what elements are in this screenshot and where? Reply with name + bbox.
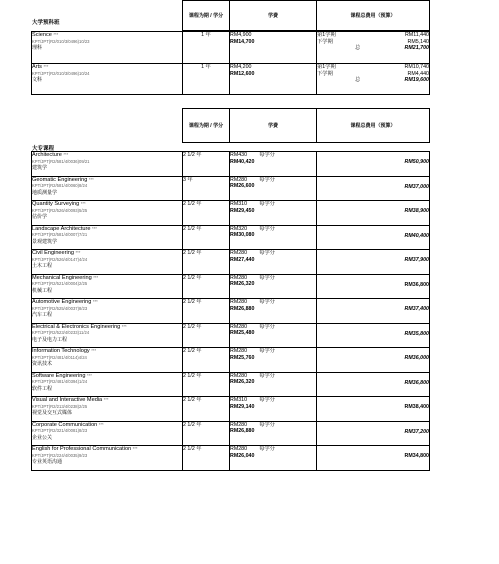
program-name: Software Engineering (32, 372, 86, 379)
duration-cell: 2 1/2 年 (183, 446, 230, 471)
fee-cell (230, 176, 317, 201)
total-row (317, 45, 429, 52)
program-name-chinese: 资讯技术 (32, 361, 53, 367)
program-code: KPT/JPT(R2/010/3/0496)10/23 (32, 38, 90, 44)
header-fee: 学费 (230, 109, 317, 143)
header-duration: 课程为期 / 学分 (183, 1, 230, 31)
program-name-chinese: 专业英语沟通 (32, 459, 63, 465)
fee-total: RM25,760 (230, 354, 255, 361)
program-cell (32, 348, 183, 373)
fee-per-credit: RM280 (230, 176, 248, 183)
table-row (32, 421, 430, 446)
program-name: Quantity Surveying (32, 201, 80, 207)
total-cell (317, 372, 430, 397)
total-cell (317, 64, 430, 95)
table-row (32, 250, 430, 275)
program-name-chinese: 企业公关 (32, 434, 53, 441)
per-credit-label: 每学分 (259, 201, 275, 207)
fee-total: RM26,880 (230, 305, 255, 312)
accreditation-stars: *** (98, 421, 104, 427)
semester-1-amount: RM11,440 (404, 32, 429, 38)
fee-total: RM29,140 (230, 403, 255, 410)
total-amount: RM38,900 (404, 208, 429, 214)
fee-total: RM14,700 (230, 38, 255, 45)
total-label: 总 (355, 77, 361, 83)
program-name-chinese: 电子及电力工程 (32, 336, 68, 343)
table-row (32, 32, 430, 64)
fee-per-credit: RM280 (230, 274, 248, 281)
fee-per-credit: RM280 (230, 421, 248, 428)
fee-cell (230, 64, 317, 95)
program-cell (32, 250, 183, 275)
total-cell (317, 250, 430, 275)
program-code: KPT/JPT(R2/224/4/0035)9/23 (32, 452, 88, 458)
per-credit-label: 每学分 (259, 323, 275, 330)
program-code: KPT/JPT(R2/526/4/0147)4/24 (32, 256, 88, 262)
accreditation-stars: *** (88, 176, 94, 182)
per-credit-label: 每学分 (259, 372, 275, 379)
program-name-chinese: 建筑学 (32, 165, 48, 171)
total-amount: RM40,400 (404, 232, 429, 239)
accreditation-stars: *** (43, 64, 49, 69)
per-credit-label: 每学分 (259, 250, 275, 256)
fee-per-semester: RM4,200 (230, 64, 252, 70)
semester-2-label: 下学期 (317, 38, 333, 45)
fee-cell (230, 348, 317, 373)
total-label: 总 (355, 45, 361, 51)
diploma-table (31, 151, 430, 471)
program-name: Mechanical Engineering (32, 274, 92, 281)
program-name: Corporate Communication (32, 421, 98, 428)
fee-cell (230, 397, 317, 422)
program-code: KPT/JPT(R2/581/4/0036)09/21 (32, 158, 90, 164)
duration-cell: 1 年 (183, 32, 230, 64)
per-credit-label: 每学分 (259, 397, 275, 403)
program-name-chinese: 地质测量学 (32, 189, 58, 196)
program-code: KPT/JPT(R2/526/4/0093)5/25 (32, 207, 88, 213)
semester-2-amount: RM4,440 (407, 70, 429, 77)
table-row (32, 397, 430, 422)
semester-2-label: 下学期 (317, 70, 333, 77)
program-name-chinese: 估价学 (32, 214, 48, 220)
program-cell (32, 446, 183, 471)
fee-per-credit: RM310 (230, 397, 248, 403)
program-cell (32, 299, 183, 324)
per-credit-label: 每学分 (259, 152, 275, 158)
program-name: Electrical & Electronics Engineering (32, 323, 121, 330)
duration-cell: 2 1/2 年 (183, 299, 230, 324)
total-cell (317, 446, 430, 471)
program-cell (32, 176, 183, 201)
program-code: KPT/JPT(R2/481/4/0394)1/24 (32, 379, 88, 384)
header-table-2 (182, 108, 430, 143)
fee-cell (230, 250, 317, 275)
table-row (32, 152, 430, 177)
accreditation-stars: *** (92, 299, 98, 304)
duration-cell: 2 1/2 年 (183, 348, 230, 373)
program-name-chinese: 汽车工程 (32, 312, 53, 318)
accreditation-stars: *** (91, 225, 97, 231)
per-credit-label: 每学分 (259, 176, 275, 183)
duration-cell: 2 1/2 年 (183, 397, 230, 422)
fee-cell (230, 152, 317, 177)
program-cell (32, 397, 183, 422)
program-code: KPT/JPT(R2/213/4/0238)2/25 (32, 403, 88, 409)
total-cell (317, 225, 430, 250)
semester-2-amount: RM5,140 (407, 38, 429, 45)
program-name: Automotive Engineering (32, 299, 92, 305)
per-credit-label: 每学分 (259, 225, 275, 232)
fee-per-credit: RM280 (230, 348, 248, 354)
fee-cell (230, 421, 317, 446)
program-cell (32, 64, 183, 95)
program-cell (32, 274, 183, 299)
total-cell (317, 32, 430, 64)
section-title-preu: 大学预科班 (32, 20, 60, 26)
duration-cell: 3 年 (183, 176, 230, 201)
duration-cell: 2 1/2 年 (183, 372, 230, 397)
total-amount: RM36,800 (404, 379, 429, 386)
header-total: 课程总费用（预算） (317, 1, 430, 31)
fee-cell (230, 323, 317, 348)
total-amount: RM35,800 (404, 330, 429, 337)
total-row (317, 77, 429, 84)
program-name-chinese: 机械工程 (32, 287, 53, 294)
accreditation-stars: *** (75, 250, 81, 255)
fee-per-credit: RM280 (230, 372, 248, 379)
fee-per-credit: RM280 (230, 323, 248, 330)
accreditation-stars: *** (93, 274, 99, 280)
program-code: KPT/JPT(R2/525/4/0037)8/23 (32, 305, 88, 311)
semester-1-label: 第1学期 (317, 32, 336, 38)
total-amount: RM36,000 (404, 355, 429, 361)
total-cell (317, 176, 430, 201)
per-credit-label: 每学分 (259, 274, 275, 281)
duration-cell: 2 1/2 年 (183, 274, 230, 299)
header-duration: 课程为期 / 学分 (183, 109, 230, 143)
total-cell (317, 201, 430, 226)
total-amount: RM37,400 (404, 306, 429, 312)
accreditation-stars: *** (121, 323, 127, 329)
table-row (32, 446, 430, 471)
fee-cell (230, 32, 317, 64)
semester-1-amount: RM10,740 (404, 64, 429, 70)
header-fee: 学费 (230, 1, 317, 31)
fee-total: RM12,600 (230, 70, 255, 77)
per-credit-label: 每学分 (259, 421, 275, 428)
program-cell (32, 201, 183, 226)
table-row (32, 323, 430, 348)
accreditation-stars: *** (103, 397, 109, 402)
program-cell (32, 152, 183, 177)
total-amount: RM50,900 (404, 159, 429, 165)
accreditation-stars: *** (80, 201, 86, 206)
total-cell (317, 421, 430, 446)
fee-total: RM25,480 (230, 330, 255, 336)
total-cell (317, 323, 430, 348)
fee-per-semester: RM4,900 (230, 32, 252, 38)
program-name-chinese: 理科 (32, 45, 43, 51)
duration-cell: 2 1/2 年 (183, 225, 230, 250)
program-name: English for Professional Communication (32, 446, 132, 452)
fee-total: RM40,420 (230, 158, 255, 165)
program-name-chinese: 景观建筑学 (32, 238, 58, 245)
fee-total: RM26,880 (230, 428, 255, 434)
table-row (32, 299, 430, 324)
program-name: Arts (32, 64, 42, 70)
fee-total: RM26,320 (230, 379, 255, 385)
program-cell (32, 323, 183, 348)
semester-1-label: 第1学期 (317, 64, 336, 70)
table-row (32, 225, 430, 250)
program-cell (32, 32, 183, 64)
accreditation-stars: *** (91, 348, 97, 353)
fee-cell (230, 274, 317, 299)
fee-cell (230, 372, 317, 397)
fee-cell (230, 446, 317, 471)
accreditation-stars: *** (53, 32, 59, 37)
program-code: KPT/JPT(R2/523/4/0233)11/24 (32, 330, 90, 335)
total-amount: RM19,600 (404, 77, 429, 83)
total-cell (317, 274, 430, 299)
header-total: 课程总费用（预算） (317, 109, 430, 143)
duration-cell: 2 1/2 年 (183, 421, 230, 446)
program-code: KPT/JPT(R2/521/4/0004)2/25 (32, 281, 88, 286)
per-credit-label: 每学分 (259, 446, 275, 452)
duration-cell: 2 1/2 年 (183, 201, 230, 226)
table-row (32, 64, 430, 95)
section-title-diploma: 大专课程 (32, 146, 55, 152)
program-name: Visual and Interactive Media (32, 397, 103, 403)
program-cell (32, 225, 183, 250)
duration-cell: 2 1/2 年 (183, 250, 230, 275)
total-amount: RM38,400 (404, 404, 429, 410)
table-row (32, 348, 430, 373)
duration-cell: 2 1/2 年 (183, 323, 230, 348)
program-name: Science (32, 32, 52, 38)
fee-total: RM26,600 (230, 183, 255, 189)
program-code: KPT/JPT(R2/481/4/0114)4/24 (32, 354, 87, 360)
fee-total: RM29,450 (230, 207, 255, 214)
program-cell (32, 372, 183, 397)
per-credit-label: 每学分 (259, 299, 275, 305)
fee-per-credit: RM280 (230, 250, 248, 256)
total-amount: RM36,800 (404, 281, 429, 288)
accreditation-stars: *** (63, 152, 69, 157)
fee-per-credit: RM430 (230, 152, 248, 158)
total-cell (317, 348, 430, 373)
total-amount: RM34,800 (404, 453, 429, 459)
accreditation-stars: *** (86, 372, 92, 378)
program-name: Landscape Architecture (32, 225, 91, 232)
preu-table (31, 31, 430, 95)
fee-cell (230, 225, 317, 250)
program-name: Civil Engineering (32, 250, 74, 256)
fee-total: RM30,080 (230, 232, 255, 238)
table-row (32, 274, 430, 299)
fee-per-credit: RM280 (230, 299, 248, 305)
fee-per-credit: RM310 (230, 201, 248, 207)
duration-cell: 1 年 (183, 64, 230, 95)
total-cell (317, 397, 430, 422)
total-amount: RM37,000 (404, 183, 429, 190)
program-code: KPT/JPT(R2/581/4/0060)8/24 (32, 183, 88, 188)
program-code: KPT/JPT(R2/010/3/0496)10/24 (32, 70, 90, 76)
program-name: Geomatic Engineering (32, 176, 88, 183)
per-credit-label: 每学分 (259, 348, 275, 354)
program-name: Information Technology (32, 348, 90, 354)
total-amount: RM37,900 (404, 257, 429, 263)
accreditation-stars: *** (132, 446, 138, 451)
duration-cell: 2 1/2 年 (183, 152, 230, 177)
total-cell (317, 152, 430, 177)
table-row (32, 201, 430, 226)
program-name-chinese: 视觉及交互式媒体 (32, 410, 73, 416)
table-row (32, 372, 430, 397)
fee-per-credit: RM320 (230, 225, 248, 232)
fee-total: RM26,040 (230, 452, 255, 459)
table-row (32, 176, 430, 201)
fee-per-credit: RM280 (230, 446, 248, 452)
program-code: KPT/JPT(R2/581/4/0007)7/21 (32, 232, 88, 237)
fee-total: RM26,320 (230, 281, 255, 287)
program-name-chinese: 土木工程 (32, 263, 53, 269)
total-amount: RM37,200 (404, 428, 429, 435)
program-cell (32, 421, 183, 446)
program-name-chinese: 软件工程 (32, 385, 53, 392)
program-code: KPT/JPT(R2/321/4/0081)8/23 (32, 428, 88, 433)
header-table-1 (182, 0, 430, 31)
program-name-chinese: 文科 (32, 77, 43, 83)
total-amount: RM21,700 (404, 45, 429, 51)
fee-cell (230, 299, 317, 324)
total-cell (317, 299, 430, 324)
program-name: Architecture (32, 152, 62, 158)
fee-total: RM27,440 (230, 256, 255, 263)
fee-cell (230, 201, 317, 226)
